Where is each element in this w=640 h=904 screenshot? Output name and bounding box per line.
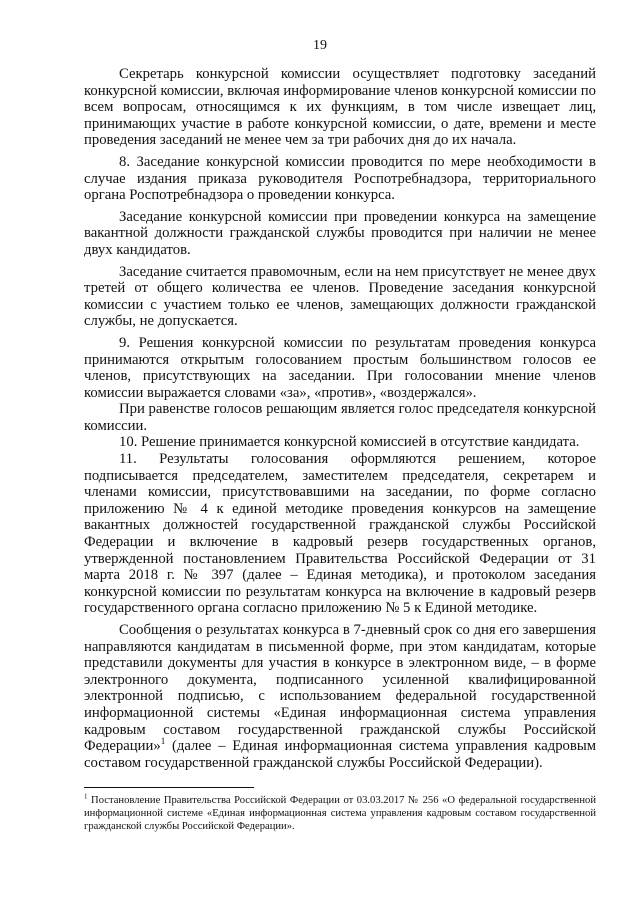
page-number: 19 [313,38,327,53]
paragraph-8: 8. Заседание конкурсной комиссии проводится по мере необходимости в случае издания приказа руководителя Роспотребнадзора, территориального органа Роспотребнадзора о проведении конкурса. [84,153,596,204]
paragraph-results-notification [84,622,596,771]
footnote-marker: 1 [84,792,88,801]
paragraph-10: 10. Решение принимается конкурсной комиссией в отсутствие кандидата. [119,434,580,451]
paragraph-min-candidates: Заседание конкурсной комиссии при проведении конкурса на замещение вакантной должности гражданской службы проводится при наличии не менее двух кандидатов. [84,208,596,258]
footnote-reference[interactable]: 1 [160,736,166,747]
paragraph-11: 11. Результаты голосования оформляются решением, которое подписывается председателем, заместителем председателя, секретарем и членами комиссии, присутствовавшими на заседании, по форме согласно приложению № 4 к единой методике проведения конкурсов на замещение вакантных должностей государственной гражданской службы Российской Федерации и включение в кадровый резерв государственных органов, утвержденной постановлением Правительства Российской Федерации от 31 марта 2018 г. № 397 (далее – Единая методика), и протоколом заседания конкурсной комиссии по результатам конкурса на включение в кадровый резерв государственного органа согласно приложению № 5 к Единой методике. [84,451,596,617]
footnote-paragraph [84,794,596,833]
paragraph-9: 9. Решения конкурсной комиссии по результатам проведения конкурса принимаются открытым голосованием простым большинством голосов ее членов, присутствующих на заседании. При голосовании мнение членов комиссии выражается словами «за», «против», «воздержался». [84,334,596,401]
document-body [84,66,596,776]
paragraph-tie-vote: При равенстве голосов решающим является голос председателя конкурсной комиссии. [84,401,596,434]
paragraph-quorum: Заседание считается правомочным, если на нем присутствует не менее двух третей от общего количества ее членов. Проведение заседания конкурсной комиссии с участием только ее членов, замещающих должности гражданской службы, не допускается. [84,263,596,330]
results-text-part-2: (далее – Единая информационная система управления кадровым составом государственной гражданской службы Российской Федерации). [84,738,596,771]
paragraph-secretary: Секретарь конкурсной комиссии осуществляет подготовку заседаний конкурсной комиссии, включая информирование членов конкурсной комиссии по всем вопросам, относящимся к их функциям, в том числе извещает лиц, принимающих участие в работе конкурсной комиссии, о дате, времени и месте проведения заседаний не менее чем за три рабочих дня до их начала. [84,66,596,149]
footnote [84,794,596,833]
footnote-text: Постановление Правительства Российской Федерации от 03.03.2017 № 256 «О федеральной государственной информационной системе «Единая информационная система управления кадровым составом государственной гражданской службы Российской Федерации». [84,795,596,832]
footnote-separator [84,787,254,788]
results-text-part-1: Сообщения о результатах конкурса в 7-дневный срок со дня его завершения направляются кандидатам в письменной форме, при этом кандидатам, которые представили документы для участия в конкурсе в электронном виде, – в форме электронного документа, подписанного усиленной квалифицированной электронной подписью, с использованием федеральной государственной информационной системы «Единая информационная система управления кадровым составом государственной гражданской службы Российской Федерации» [84,622,596,755]
